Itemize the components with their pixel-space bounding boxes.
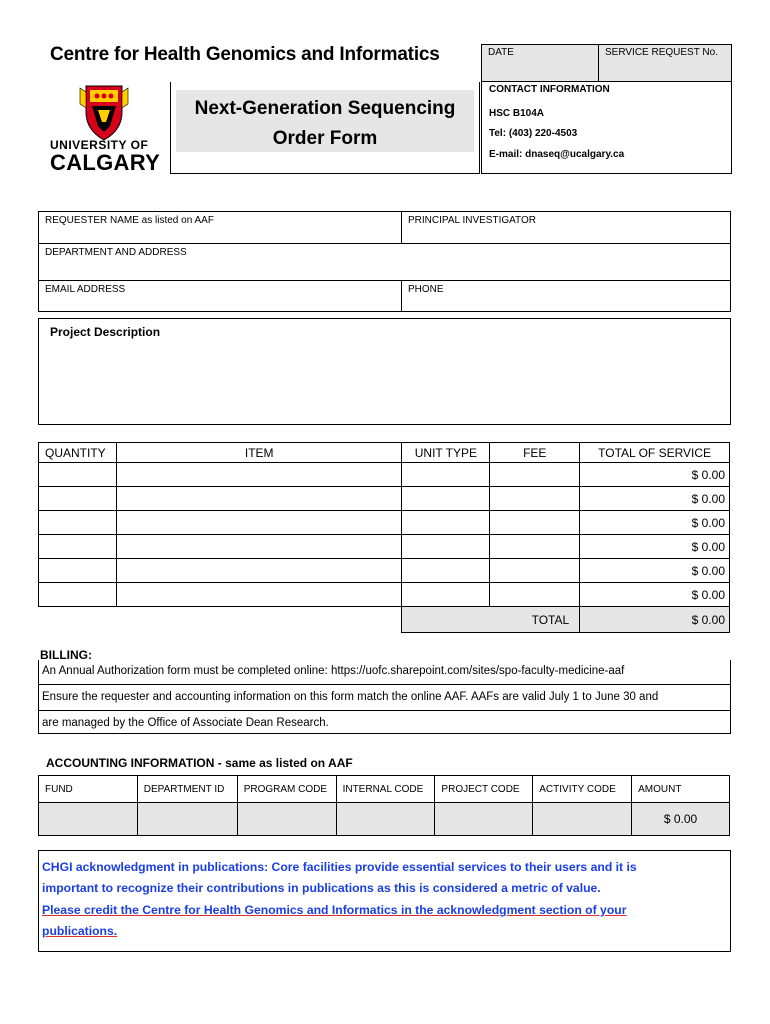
- row-total-cell: $ 0.00: [580, 535, 730, 559]
- header-activity-code: ACTIVITY CODE: [533, 776, 632, 803]
- org-title: Centre for Health Genomics and Informatics: [50, 44, 440, 65]
- unit-type-cell[interactable]: [402, 511, 490, 535]
- quantity-cell[interactable]: [39, 463, 117, 487]
- form-title-line-1: Next-Generation Sequencing: [194, 98, 456, 119]
- department-id-input[interactable]: [137, 803, 237, 836]
- header-internal-code: INTERNAL CODE: [336, 776, 435, 803]
- fee-cell[interactable]: [490, 487, 580, 511]
- logo-text-calgary: CALGARY: [50, 150, 161, 175]
- email-field[interactable]: [38, 280, 402, 312]
- header-item: ITEM: [116, 443, 401, 463]
- accounting-header-row: [39, 776, 730, 803]
- table-row: [39, 583, 730, 607]
- phone-field[interactable]: [401, 280, 731, 312]
- quantity-cell[interactable]: [39, 583, 117, 607]
- item-cell[interactable]: [116, 487, 401, 511]
- billing-box: [38, 660, 731, 734]
- items-header-row: [39, 443, 730, 463]
- principal-investigator-label: PRINCIPAL INVESTIGATOR: [408, 215, 536, 226]
- table-row: [39, 511, 730, 535]
- activity-code-input[interactable]: [533, 803, 632, 836]
- service-request-field[interactable]: [598, 44, 732, 82]
- total-row: [39, 607, 730, 633]
- billing-line-2: Ensure the requester and accounting information on this form match the online AAF. AAFs are valid July 1 to June 30 and: [42, 691, 659, 703]
- quantity-cell[interactable]: [39, 511, 117, 535]
- contact-email: E-mail: dnaseq@ucalgary.ca: [489, 149, 625, 160]
- accounting-table: [38, 775, 730, 836]
- acknowledgment-box: [38, 850, 731, 952]
- form-title-line-2: Order Form: [272, 128, 378, 149]
- project-description-field[interactable]: [38, 318, 731, 425]
- billing-title: BILLING:: [40, 648, 92, 662]
- items-table: [38, 442, 730, 633]
- table-row: [39, 487, 730, 511]
- fee-cell[interactable]: [490, 511, 580, 535]
- contact-title: CONTACT INFORMATION: [489, 84, 610, 95]
- unit-type-cell[interactable]: [402, 559, 490, 583]
- header-fee: FEE: [490, 443, 580, 463]
- acknowledgment-line-1: CHGI acknowledgment in publications: Core facilities provide essential services to their users and it is: [42, 860, 637, 874]
- department-address-label: DEPARTMENT AND ADDRESS: [45, 247, 187, 258]
- date-field[interactable]: [481, 44, 599, 82]
- item-cell[interactable]: [116, 559, 401, 583]
- contact-tel: Tel: (403) 220-4503: [489, 128, 578, 139]
- logo-text-university: UNIVERSITY OF: [50, 138, 149, 152]
- date-label: DATE: [488, 47, 514, 58]
- contact-location: HSC B104A: [489, 108, 545, 119]
- header-program-code: PROGRAM CODE: [237, 776, 336, 803]
- fee-cell[interactable]: [490, 535, 580, 559]
- header-fund: FUND: [39, 776, 138, 803]
- grand-total-cell: $ 0.00: [580, 607, 730, 633]
- item-cell[interactable]: [116, 583, 401, 607]
- project-code-input[interactable]: [435, 803, 533, 836]
- row-total-cell: $ 0.00: [580, 463, 730, 487]
- requester-name-field[interactable]: [38, 211, 402, 244]
- unit-type-cell[interactable]: [402, 463, 490, 487]
- fee-cell[interactable]: [490, 559, 580, 583]
- unit-type-cell[interactable]: [402, 487, 490, 511]
- project-description-label: Project Description: [50, 325, 161, 339]
- department-address-field[interactable]: [38, 243, 731, 281]
- table-row: [39, 463, 730, 487]
- row-total-cell: $ 0.00: [580, 583, 730, 607]
- unit-type-cell[interactable]: [402, 535, 490, 559]
- fee-cell[interactable]: [490, 463, 580, 487]
- header-unit-type: UNIT TYPE: [402, 443, 490, 463]
- billing-line-3: are managed by the Office of Associate Dean Research.: [42, 717, 329, 729]
- amount-cell: $ 0.00: [632, 803, 730, 836]
- unit-type-cell[interactable]: [402, 583, 490, 607]
- email-label: EMAIL ADDRESS: [45, 284, 126, 295]
- service-request-label: SERVICE REQUEST No.: [605, 47, 718, 58]
- accounting-value-row: [39, 803, 730, 836]
- table-row: [39, 535, 730, 559]
- billing-line-1: An Annual Authorization form must be completed online: https://uofc.sharepoint.com/sites/spo-faculty-medicine-aaf: [42, 665, 625, 677]
- internal-code-input[interactable]: [336, 803, 435, 836]
- acknowledgment-line-3: Please credit the Centre for Health Genomics and Informatics in the acknowledgment section of your: [42, 903, 627, 917]
- quantity-cell[interactable]: [39, 535, 117, 559]
- row-total-cell: $ 0.00: [580, 559, 730, 583]
- program-code-input[interactable]: [237, 803, 336, 836]
- accounting-title: ACCOUNTING INFORMATION - same as listed on AAF: [46, 756, 353, 770]
- item-cell[interactable]: [116, 463, 401, 487]
- header-total-of-service: TOTAL OF SERVICE: [580, 443, 730, 463]
- item-cell[interactable]: [116, 511, 401, 535]
- table-row: [39, 559, 730, 583]
- row-total-cell: $ 0.00: [580, 511, 730, 535]
- header-project-code: PROJECT CODE: [435, 776, 533, 803]
- acknowledgment-line-4: publications.: [42, 924, 118, 938]
- row-total-cell: $ 0.00: [580, 487, 730, 511]
- total-label: TOTAL: [402, 607, 580, 633]
- quantity-cell[interactable]: [39, 487, 117, 511]
- quantity-cell[interactable]: [39, 559, 117, 583]
- acknowledgment-line-2: important to recognize their contributions in publications as this is considered a metric of value.: [42, 881, 601, 895]
- item-cell[interactable]: [116, 535, 401, 559]
- header-quantity: QUANTITY: [39, 443, 117, 463]
- principal-investigator-field[interactable]: [401, 211, 731, 244]
- fund-input[interactable]: [39, 803, 138, 836]
- phone-label: PHONE: [408, 284, 444, 295]
- header-amount: AMOUNT: [632, 776, 730, 803]
- fee-cell[interactable]: [490, 583, 580, 607]
- header-department-id: DEPARTMENT ID: [137, 776, 237, 803]
- requester-name-label: REQUESTER NAME as listed on AAF: [45, 215, 214, 226]
- university-logo: [50, 82, 160, 174]
